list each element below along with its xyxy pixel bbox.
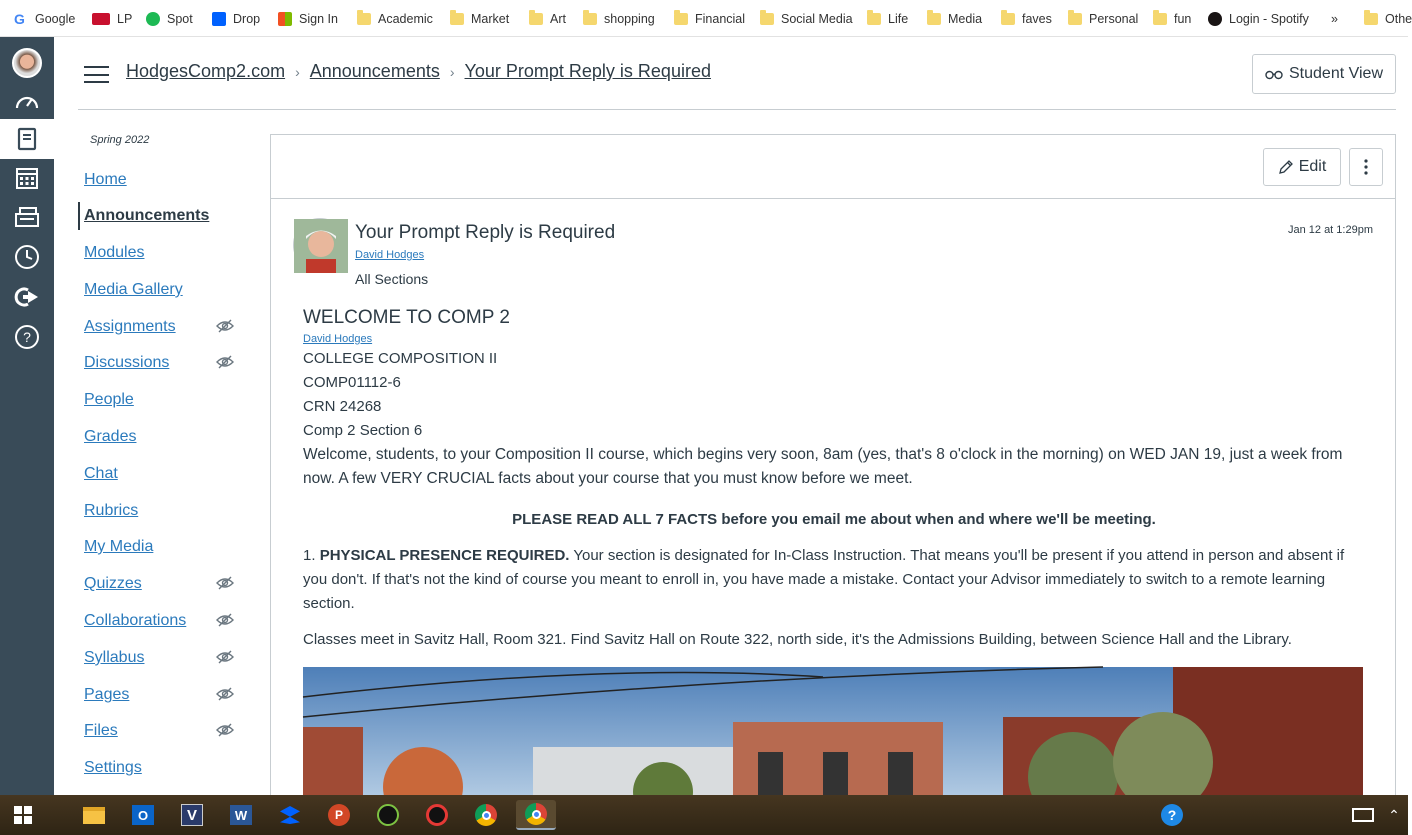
word-icon: W xyxy=(230,805,252,825)
term-label: Spring 2022 xyxy=(90,134,150,146)
callout-text: PLEASE READ ALL 7 FACTS before you email me about when and where we'll be meeting. xyxy=(512,511,1156,528)
dashboard-nav-button[interactable] xyxy=(0,83,54,121)
camera-app-icon xyxy=(426,804,448,826)
bookmark-other[interactable]: Othe xyxy=(1364,10,1412,28)
inbox-nav-button[interactable] xyxy=(0,198,54,236)
course-code: COMP01112-6 xyxy=(303,374,401,391)
student-view-button[interactable]: Student View xyxy=(1252,54,1396,94)
announcement-body xyxy=(303,305,1365,652)
course-nav-item-announcements[interactable]: Announcements xyxy=(78,202,248,230)
announcement-panel xyxy=(270,134,1396,795)
courses-icon xyxy=(16,127,38,151)
course-nav-item-rubrics[interactable]: Rubrics xyxy=(84,502,139,519)
chevron-right-icon: › xyxy=(295,63,300,80)
dashboard-icon xyxy=(14,91,40,113)
spotify-icon xyxy=(146,12,160,26)
folder-icon xyxy=(450,13,464,25)
google-icon: G xyxy=(14,11,25,27)
course-navigation xyxy=(78,110,258,795)
help-icon: ? xyxy=(1161,804,1183,826)
kebab-menu-icon xyxy=(1364,159,1368,175)
windows-taskbar xyxy=(0,795,1408,835)
announcement-title: Your Prompt Reply is Required xyxy=(355,222,616,243)
taskbar-chrome[interactable] xyxy=(471,800,501,830)
folder-icon xyxy=(83,807,105,824)
heading-author-link[interactable]: David Hodges xyxy=(303,333,373,345)
chrome-icon xyxy=(525,803,547,825)
breadcrumb-course-link[interactable]: HodgesComp2.com xyxy=(126,61,286,81)
course-name: COLLEGE COMPOSITION II xyxy=(303,350,498,367)
courses-nav-button[interactable] xyxy=(0,119,54,159)
author-photo xyxy=(294,219,348,273)
course-nav-item-collaborations[interactable]: Collaborations xyxy=(84,607,254,635)
lp-icon xyxy=(92,13,110,25)
glasses-icon xyxy=(1265,68,1283,80)
bookmark-faves[interactable]: faves xyxy=(1001,10,1052,28)
display-icon xyxy=(1352,808,1374,822)
folder-icon xyxy=(1068,13,1082,25)
bookmark-login-spotify[interactable]: Login - Spotify xyxy=(1208,10,1309,28)
taskbar-dropbox[interactable] xyxy=(275,800,305,830)
clock-icon xyxy=(14,244,40,270)
global-navigation xyxy=(0,37,54,795)
intro-paragraph: Welcome, students, to your Composition II course, which begins very soon, 8am (yes, that's 8 o'clock in the morning) on WED JAN 19, just a week from now. A few VERY CRUCIAL facts about your course that you must know before we meet. xyxy=(303,446,1343,487)
taskbar-file-explorer[interactable] xyxy=(79,800,109,830)
hidden-eye-icon xyxy=(216,723,234,737)
page-header xyxy=(78,37,1396,110)
course-nav-item-modules[interactable]: Modules xyxy=(84,244,145,261)
author-link[interactable]: David Hodges xyxy=(355,249,425,261)
announcement-date: Jan 12 at 1:29pm xyxy=(1287,224,1373,236)
course-nav-item-syllabus[interactable]: Syllabus xyxy=(84,644,254,672)
breadcrumb xyxy=(126,61,711,82)
v-app-icon: V xyxy=(181,804,203,826)
taskbar-powerpoint[interactable] xyxy=(324,800,354,830)
folder-icon xyxy=(529,13,543,25)
location-paragraph: Classes meet in Savitz Hall, Room 321. Find Savitz Hall on Route 322, north side, it's the Admissions Building, between Science Hall and the Library. xyxy=(303,631,1292,648)
edit-button[interactable]: Edit xyxy=(1263,148,1341,186)
share-arrow-icon xyxy=(14,286,40,308)
hidden-eye-icon xyxy=(216,576,234,590)
commons-nav-button[interactable] xyxy=(0,278,54,316)
folder-icon xyxy=(760,13,774,25)
windows-logo-icon xyxy=(14,806,32,824)
welcome-heading: WELCOME TO COMP 2 xyxy=(303,307,510,328)
folder-icon xyxy=(357,13,371,25)
course-nav-item-people[interactable]: People xyxy=(84,391,134,408)
taskbar-help[interactable] xyxy=(1157,800,1187,830)
chevron-right-icon: › xyxy=(449,63,455,80)
folder-icon xyxy=(583,13,597,25)
breadcrumb-current-page[interactable]: Your Prompt Reply is Required xyxy=(464,61,711,81)
announcement-toolbar xyxy=(271,135,1395,199)
more-options-button[interactable] xyxy=(1349,148,1383,186)
folder-icon xyxy=(1364,13,1378,25)
course-section: Comp 2 Section 6 xyxy=(303,422,423,439)
author-avatar[interactable] xyxy=(293,218,347,272)
bookmark-spot[interactable]: Spot xyxy=(146,10,193,28)
bookmark-personal[interactable]: Personal xyxy=(1068,10,1138,28)
folder-icon xyxy=(1153,13,1167,25)
folder-icon xyxy=(1001,13,1015,25)
course-nav-item-assignments[interactable]: Assignments xyxy=(84,313,254,341)
outlook-icon: O xyxy=(132,805,154,825)
green-app-icon xyxy=(377,804,399,826)
taskbar-notifications[interactable] xyxy=(1348,800,1378,830)
bookmark-art[interactable]: Art xyxy=(529,10,566,28)
fact-1-paragraph: 1. PHYSICAL PRESENCE REQUIRED. Your section is designated for In-Class Instruction. That means you'll be present if you attend in person and absent if you don't. If that's not the kind of course you meant to enroll in, you have made a mistake. Contact your Advisor immediately to switch to a remote learning section. xyxy=(303,547,1345,612)
history-nav-button[interactable] xyxy=(0,238,54,276)
course-nav-item-media-gallery[interactable]: Media Gallery xyxy=(84,281,183,298)
course-nav-item-files[interactable]: Files xyxy=(84,717,254,745)
taskbar-chrome-active[interactable] xyxy=(516,800,556,830)
course-nav-item-settings[interactable]: Settings xyxy=(84,759,142,776)
calendar-icon xyxy=(15,166,39,190)
powerpoint-icon: P xyxy=(328,804,350,826)
course-nav-item-chat[interactable]: Chat xyxy=(84,465,118,482)
taskbar-app-red[interactable] xyxy=(422,800,452,830)
folder-icon xyxy=(674,13,688,25)
taskbar-vellum[interactable] xyxy=(177,800,207,830)
breadcrumb-announcements-link[interactable]: Announcements xyxy=(309,61,440,81)
course-crn: CRN 24268 xyxy=(303,398,382,415)
bookmark-fun[interactable]: fun xyxy=(1153,10,1191,28)
hidden-eye-icon xyxy=(216,319,234,333)
chrome-icon xyxy=(475,804,497,826)
bookmark-media[interactable]: Media xyxy=(927,10,982,28)
course-menu-toggle[interactable] xyxy=(84,66,109,83)
dropbox-icon xyxy=(280,806,300,824)
bookmark-social-media[interactable]: Social Media xyxy=(760,10,853,28)
folder-icon xyxy=(867,13,881,25)
help-nav-button[interactable] xyxy=(0,318,54,356)
announcement-sections: All Sections xyxy=(355,271,429,287)
help-icon xyxy=(14,324,40,350)
microsoft-icon xyxy=(278,12,292,26)
hidden-eye-icon xyxy=(216,650,234,664)
dropbox-icon xyxy=(212,12,226,26)
hidden-eye-icon xyxy=(216,687,234,701)
bookmark-academic[interactable]: Academic xyxy=(357,10,433,28)
bookmark-drop[interactable]: Drop xyxy=(212,10,260,28)
hidden-eye-icon xyxy=(216,355,234,369)
inbox-icon xyxy=(14,206,40,228)
taskbar-word[interactable] xyxy=(226,800,256,830)
bookmark-market[interactable]: Market xyxy=(450,10,509,28)
account-nav-button[interactable] xyxy=(0,41,54,85)
tray-overflow-button[interactable] xyxy=(1382,800,1406,830)
course-nav-item-pages[interactable]: Pages xyxy=(84,681,254,709)
savitz-hall-photo xyxy=(303,667,1363,807)
bookmarks-overflow-button[interactable]: » xyxy=(1331,12,1338,26)
bookmark-lp[interactable]: LP xyxy=(92,10,132,28)
spotify-icon xyxy=(1208,12,1222,26)
bookmark-shopping[interactable]: shopping xyxy=(583,10,655,28)
hidden-eye-icon xyxy=(216,613,234,627)
taskbar-outlook[interactable] xyxy=(128,800,158,830)
chevron-up-icon: ⌃ xyxy=(1388,806,1400,823)
svg-text:?: ? xyxy=(23,329,31,345)
start-button[interactable] xyxy=(8,800,38,830)
taskbar-app-green[interactable] xyxy=(373,800,403,830)
calendar-nav-button[interactable] xyxy=(0,159,54,197)
bookmark-google[interactable]: G Google xyxy=(14,11,76,27)
bookmark-financial[interactable]: Financial xyxy=(674,10,745,28)
bookmarks-bar xyxy=(0,0,1412,37)
avatar xyxy=(12,48,42,78)
course-nav-item-my-media[interactable]: My Media xyxy=(84,538,154,555)
bookmark-life[interactable]: Life xyxy=(867,10,908,28)
course-nav-item-discussions[interactable]: Discussions xyxy=(84,349,254,377)
course-nav-item-home[interactable]: Home xyxy=(84,171,127,188)
course-nav-item-quizzes[interactable]: Quizzes xyxy=(84,570,254,598)
course-nav-item-grades[interactable]: Grades xyxy=(84,428,137,445)
folder-icon xyxy=(927,13,941,25)
pencil-icon xyxy=(1278,159,1294,175)
bookmark-sign-in[interactable]: Sign In xyxy=(278,10,338,28)
